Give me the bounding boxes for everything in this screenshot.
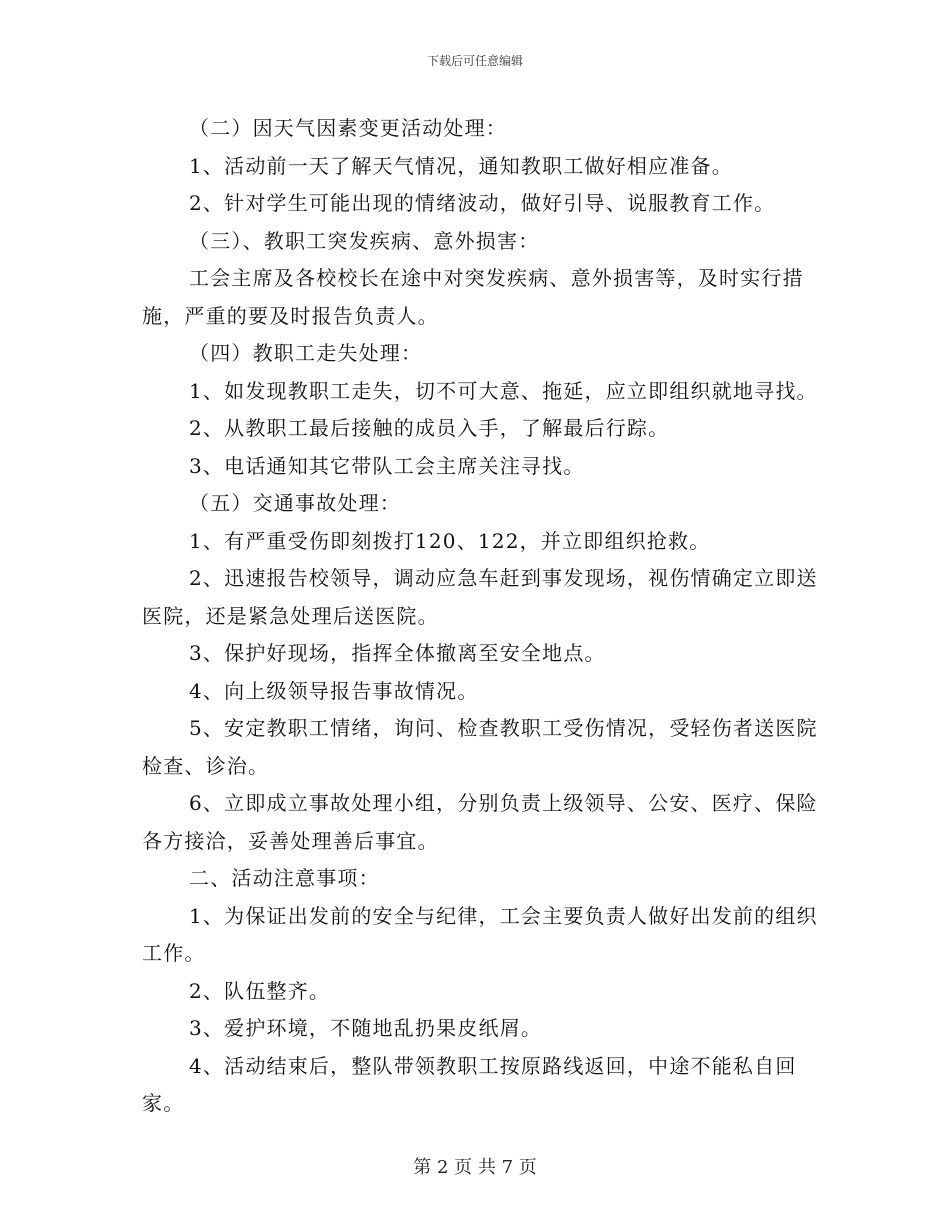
traffic-item-6: 6、立即成立事故处理小组，分别负责上级领导、公安、医疗、保险各方接洽，妥善处理善后事宜。 — [142, 791, 818, 853]
traffic-item-5: 5、安定教职工情绪，询问、检查教职工受伤情况，受轻伤者送医院检查、诊治。 — [142, 716, 818, 778]
missing-item-3: 3、电话通知其它带队工会主席关注寻找。 — [189, 453, 585, 478]
section-heading-notes: 二、活动注意事项： — [189, 866, 380, 890]
notes-item-4: 4、活动结束后，整队带领教职工按原路线返回，中途不能私自回家。 — [142, 1053, 797, 1115]
section-heading-weather: （二）因天气因素变更活动处理： — [189, 116, 507, 140]
page-header: 下载后可任意编辑 — [426, 54, 523, 68]
notes-item-3: 3、爱护环境，不随地乱扔果皮纸屑。 — [189, 1016, 543, 1040]
section-heading-traffic: （五）交通事故处理： — [189, 491, 401, 515]
weather-item-2: 2、针对学生可能出现的情绪波动，做好引导、说服教育工作。 — [189, 191, 776, 215]
traffic-item-2: 2、迅速报告校领导，调动应急车赶到事发现场，视伤情确定立即送医院，还是紧急处理后送医院。 — [142, 566, 818, 628]
section-heading-missing: （四）教职工走失处理： — [189, 341, 423, 365]
traffic-item-1: 1、有严重受伤即刻拨打120、122，并立即组织抢救。 — [189, 528, 711, 553]
traffic-item-4: 4、向上级领导报告事故情况。 — [189, 678, 479, 703]
notes-item-1: 1、为保证出发前的安全与纪律，工会主要负责人做好出发前的组织工作。 — [142, 903, 818, 965]
section-heading-illness: （三）、教职工突发疾病、意外损害： — [189, 228, 540, 253]
page-number-footer: 第 2 页 共 7 页 — [413, 1157, 537, 1178]
weather-item-1: 1、活动前一天了解天气情况，通知教职工做好相应准备。 — [189, 153, 733, 178]
missing-item-1: 1、如发现教职工走失，切不可大意、拖延，应立即组织就地寻找。 — [189, 378, 818, 403]
notes-item-2: 2、队伍整齐。 — [189, 978, 331, 1003]
missing-item-2: 2、从教职工最后接触的成员入手，了解最后行踪。 — [189, 416, 670, 440]
traffic-item-3: 3、保护好现场，指挥全体撤离至安全地点。 — [189, 641, 606, 665]
illness-paragraph: 工会主席及各校校长在途中对突发疾病、意外损害等，及时实行措施，严重的要及时报告负责人。 — [142, 266, 804, 328]
document-body — [142, 110, 827, 1123]
